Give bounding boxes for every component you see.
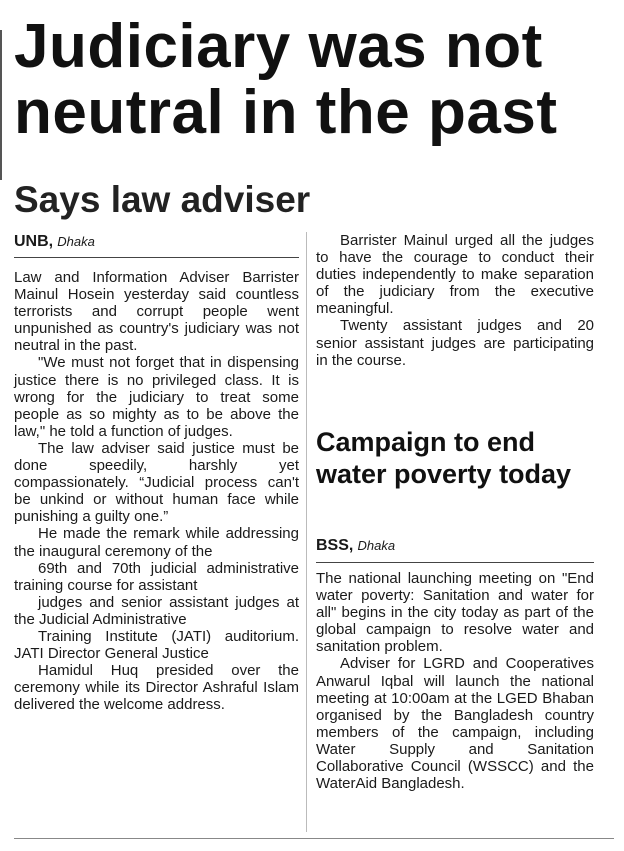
column-divider [306,232,307,832]
article1-paragraph: "We must not forget that in dispensing justice there is no privileged class. It is wrong for the judiciary to treat some people as so mighty as to be above the law," he told a function of judges. [14,354,299,440]
article2-paragraph: Adviser for LGRD and Cooperatives Anwarul Iqbal will launch the national meeting at 10:00am at the LGED Bhaban organised by the Bangladesh country members of the campaign, including Water Supply and Sanitation Collaborative Council (WSSCC) and the WaterAid Bangladesh. [316,655,594,793]
article1-byline-rule [14,257,299,258]
article2-place: Dhaka [357,538,396,553]
article2-byline [316,536,395,556]
article1-column-left [14,269,299,713]
article1-paragraph: He made the remark while addressing the inaugural ceremony of the [14,525,299,560]
article1-headline: Judiciary was not neutral in the past [14,12,558,147]
article1-column-right [316,232,594,369]
article1-paragraph: Twenty assistant judges and 20 senior assistant judges are participating in the course. [316,317,594,369]
article2-byline-rule [316,562,594,563]
article1-byline [14,232,95,252]
article1-place: Dhaka [57,234,95,249]
article1-paragraph: 69th and 70th judicial administrative training course for assistant [14,559,299,594]
article1-paragraph: Law and Information Adviser Barrister Mainul Hosein yesterday said countless terrorists and corrupt people went unpunished as country's judiciary was not neutral in the past. [14,269,299,355]
article2-paragraph: The national launching meeting on "End water poverty: Sanitation and water for all" begins in the city today as part of the global campaign to resolve water and sanitation problem. [316,570,594,656]
article1-paragraph: Barrister Mainul urged all the judges to have the courage to conduct their duties independently to make separation of the judiciary from the executive meaningful. [316,232,594,318]
article1-subhead: Says law adviser [14,179,311,220]
article2-agency: BSS, [316,537,354,554]
left-column-rule [0,30,2,180]
article1-paragraph: The law adviser said justice must be done speedily, harshly yet compassionately. “Judicial process can't be unkind or without human face while punishing a guilty one.” [14,439,299,526]
article2-headline: Campaign to end water poverty today [316,427,572,489]
article1-paragraph: Hamidul Huq presided over the ceremony while its Director Ashraful Islam delivered the welcome address. [14,662,299,714]
article1-paragraph: judges and senior assistant judges at the Judicial Administrative [14,593,299,628]
bottom-rule [14,838,614,839]
article2-column [316,570,594,792]
article1-agency: UNB, [14,233,54,250]
article1-paragraph: Training Institute (JATI) auditorium. JATI Director General Justice [14,627,299,663]
